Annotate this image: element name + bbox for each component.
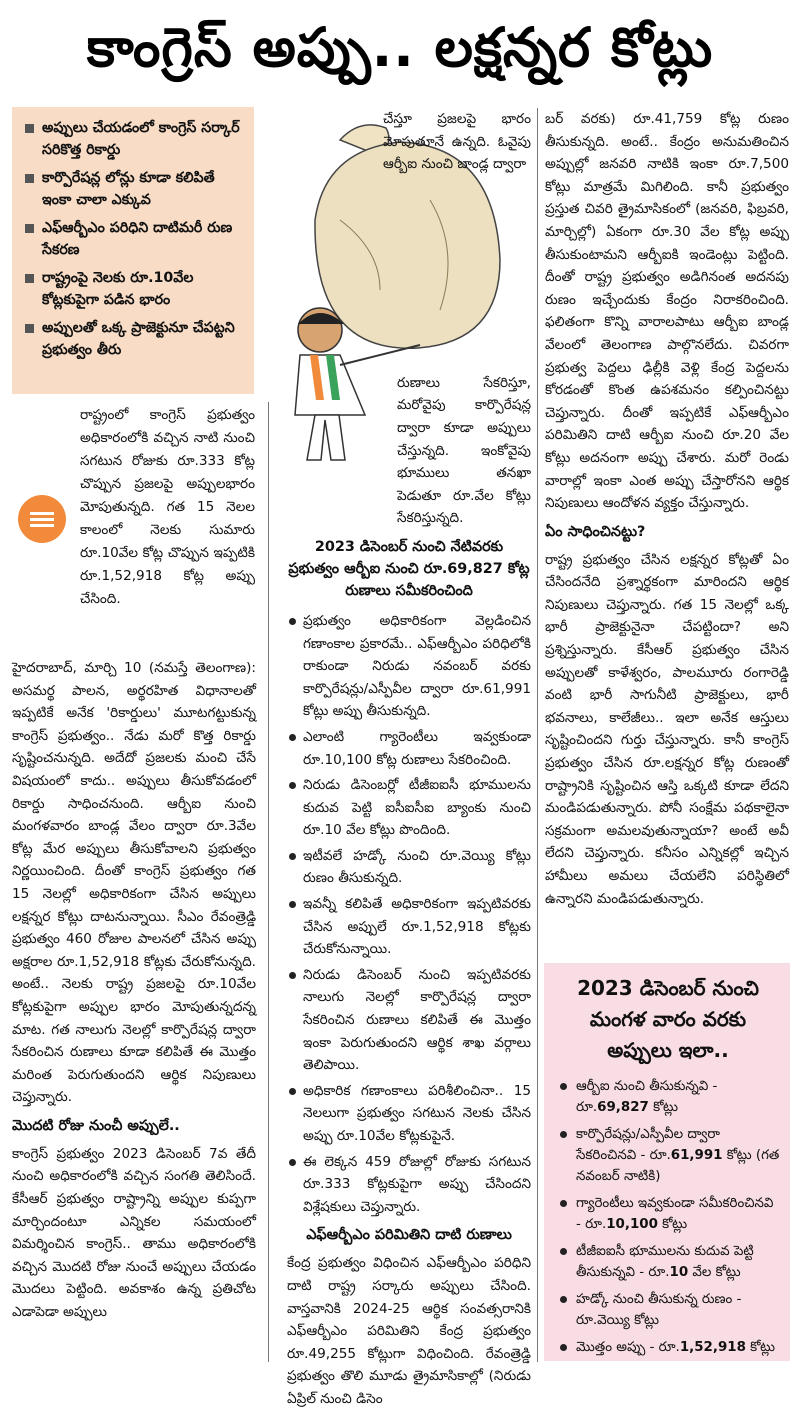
section-heading: 2023 డిసెంబర్ నుంచి నేటివరకు ప్రభుత్వం ఆర్బీఐ నుంచి రూ.69,827 కోట్ల రుణాలు సమీకరించింది bbox=[288, 538, 530, 599]
item-text: కార్పొరేషన్లు/ఎస్పీవీల ద్వారా సేకరించినవి - రూ. bbox=[576, 1127, 720, 1163]
highlight-item: రాష్ట్రంపై నెలకు రూ.10వేల కోట్లకుపైగా పడిన భారం bbox=[24, 267, 246, 311]
list-item bbox=[556, 1076, 780, 1118]
list-item bbox=[556, 1241, 780, 1283]
column-2 bbox=[287, 108, 531, 1417]
item-unit: కోట్లు bbox=[745, 1340, 776, 1355]
list-item: ఈ లెక్కన 459 రోజుల్లో రోజుకు సగటున రూ.333 కోట్లకుపైగా అప్పు చేసిందని విశ్లేషకులు చెప్తున్నారు. bbox=[287, 1151, 531, 1219]
item-text: గ్యారెంటీలు ఇవ్వకుండా సమీకరించినవి - రూ. bbox=[576, 1196, 774, 1232]
column-3 bbox=[545, 108, 789, 916]
item-text: మొత్తం అప్పు - రూ. bbox=[576, 1340, 680, 1355]
list-item: ప్రభుత్వం అధికారికంగా వెల్లడించిన గణాంకాల ప్రకారమే.. ఎఫ్ఆర్బీఎం పరిధిలోకి రాకుండా నిరుడు నవంబర్ వరకు కార్పొరేషన్లు/ఎస్పీవీల ద్వారా రూ.61,991 కోట్లు అప్పు తీసుకున్నది. bbox=[287, 610, 531, 723]
item-unit: కోట్లు bbox=[657, 1217, 688, 1232]
list-item bbox=[556, 1193, 780, 1235]
body-paragraph: బర్ వరకు) రూ.41,759 కోట్ల రుణం తీసుకున్నది. అంటే.. కేంద్రం అనుమతించిన అప్పుల్లో జనవరి నాటికి ఇంకా రూ.7,500 కోట్లు మాత్రమే మిగిలింది. కానీ ప్రభుత్వం ప్రస్తుత చివరి త్రైమాసికంలో (జనవరి, ఫిబ్రవరి, మార్చిల్లో) ఏకంగా రూ.30 వేల కోట్ల అప్పు తీసుకుంటామని ఆర్బీఐకి ఇండెంట్లు పెట్టింది. దీంతో రాష్ట్ర ప్రభుత్వం అడిగినంత అదనపు రుణం ఇచ్చేందుకు కేంద్రం నిరాకరించింది. ఫలితంగా కొన్ని వారాలపాటు ఆర్బీఐ బాండ్ల వేలంలో తెలంగాణ పాల్గొనలేదు. చివరగా ప్రభుత్వ పెద్దలు ఢిల్లీకి వెళ్లి కేంద్ర పెద్దలను కోరడంతో కొంత ఉపశమనం కల్పించినట్టు చెప్తున్నారు. దీంతో ఇప్పటికే ఎఫ్ఆర్బీఎం పరిమితిని దాటి ఆర్బీఐ నుంచి రూ.20 వేల కోట్లు అదనంగా అప్పు చేశారు. మరో రెండు వారాల్లో ఇంకా ఎంత అప్పు చేస్తారోనని ఆర్థిక నిపుణులు ఆందోళన వ్యక్తం చేస్తున్నారు. bbox=[545, 111, 789, 512]
body-paragraph: హైదరాబాద్, మార్చి 10 (నమస్తే తెలంగాణ): అసమర్థ పాలన, అర్థరహిత విధానాలతో ఇప్పటికే అనేక 'రికార్డులు' మూటగట్టుకున్న కాంగ్రెస్ ప్రభుత్వం.. నేడు మరో కొత్త రికార్డు సృష్టించనున్నది. అదేదో ప్రజలకు మంచి చేసే విషయంలో కాదు.. అప్పులు తీసుకోవడంలో రికార్డు సాధించనుంది. ఆర్బీఐ నుంచి మంగళవారం బాండ్ల వేలం ద్వారా రూ.3వేల కోట్ల మేర అప్పులు తీసుకోవాలని ప్రభుత్వం నిర్ణయించింది. దీంతో కాంగ్రెస్ ప్రభుత్వం గత 15 నెలల్లో అధికారికంగా చేసిన అప్పులు లక్షన్నర కోట్లు దాటనున్నాయి. సీఎం రేవంత్రెడ్డి ప్రభుత్వం 460 రోజుల పాలనలో చేసిన అప్పు అక్షరాల రూ.1,52,918 కోట్లకు చేరుకోనున్నది. అంటే.. నెలకు రాష్ట్ర ప్రజలపై రూ.10వేల కోట్లకుపైగా అప్పుల భారం మోపుతున్నదన్న మాట. గత నాలుగు నెలల్లో కార్పొరేషన్ల ద్వారా సేకరించిన రుణాలు కూడా కలిపితే ఈ మొత్తం మరింత పెరుగుతుందని ఆర్థిక నిపుణులు చెప్తున్నారు. bbox=[12, 660, 256, 1106]
body-paragraph: రాష్ట్ర ప్రభుత్వం చేసిన లక్షన్నర కోట్లతో ఏం చేసిందనేది ప్రశ్నార్థకంగా మారిందని ఆర్థిక నిపుణులు చెప్తున్నారు. గత 15 నెలల్లో ఒక్క భారీ ప్రాజెక్టునైనా చేపట్టిందా? అని ప్రశ్నిస్తున్నారు. కేసీఆర్ ప్రభుత్వం చేసిన అప్పులతో కాళేశ్వరం, పాలమూరు రంగారెడ్డి వంటి భారీ సాగునీటి ప్రాజెక్టులు, భారీ భవనాలు, కాలేజీలు.. ఇలా అనేక ఆస్తులు సృష్టించిందని గుర్తు చేస్తున్నారు. కానీ కాంగ్రెస్ ప్రభుత్వం చేసిన రూ.లక్షన్నర కోట్ల రుణంతో రాష్ట్రానికి సృష్టించిన ఆస్తి ఒక్కటి కూడా లేదని మండిపడుతున్నారు. పోనీ సంక్షేమ పథకాలైనా సక్రమంగా అమలవుతున్నాయా? అంటే అవీ లేదని చెప్తున్నారు. కనీసం ఎన్నికల్లో ఇచ్చిన హామీలు అమలు చేయలేని పరిస్థితిలో ఉన్నారని మండిపడుతున్నారు. bbox=[545, 551, 789, 907]
highlight-item: కార్పొరేషన్ల లోన్లు కూడా కలిపితే ఇంకా చాలా ఎక్కువ bbox=[24, 167, 246, 211]
list-item: నిరుడు డిసెంబర్లో టీజీఐఐసీ భూములను కుదువ పెట్టి ఐసీఐసీఐ బ్యాంకు నుంచి రూ.10 వేల కోట్లు పొందింది. bbox=[287, 774, 531, 842]
list-item bbox=[556, 1337, 780, 1358]
body-paragraph: కేంద్ర ప్రభుత్వం విధించిన ఎఫ్ఆర్బీఎం పరిధిని దాటి రాష్ట్ర సర్కారు అప్పులు చేసింది. వాస్తవానికి 2024-25 ఆర్థిక సంవత్సరానికి ఎఫ్ఆర్బీఎం పరిమితిని కేంద్ర ప్రభుత్వం రూ.49,255 కోట్లుగా విధించింది. రేవంత్రెడ్డి ప్రభుత్వం తొలి మూడు త్రైమాసికాల్లో (నిరుడు ఏప్రిల్ నుంచి డిసెం bbox=[287, 1255, 531, 1407]
column-divider bbox=[268, 402, 269, 1362]
column-1 bbox=[12, 657, 256, 1330]
section-heading: ఏం సాధించినట్టు? bbox=[545, 523, 646, 540]
highlights-box bbox=[12, 107, 254, 394]
list-item: ఎలాంటి గ్యారెంటీలు ఇవ్వకుండా రూ.10,100 కోట్ల రుణాలు సేకరించింది. bbox=[287, 726, 531, 771]
debt-summary-box bbox=[544, 963, 790, 1361]
list-item: ఇటీవలే హడ్కో నుంచి రూ.వెయ్యి కోట్లు రుణం తీసుకున్నది. bbox=[287, 845, 531, 890]
section-heading: మొదటి రోజు నుంచీ అప్పులే.. bbox=[12, 1117, 180, 1134]
list-item: అధికారిక గణాంకాలు పరిశీలించినా.. 15 నెలలుగా ప్రభుత్వం సగటున నెలకు చేసిన అప్పు రూ.10వేల కోట్లకుపైనే. bbox=[287, 1080, 531, 1148]
list-item: నిరుడు డిసెంబర్ నుంచి ఇప్పటివరకు నాలుగు నెలల్లో కార్పొరేషన్ల ద్వారా సేకరించిన రుణాలు కలిపితే ఈ మొత్తం ఇంకా పెరుగుతుందని ఆర్థిక శాఖ వర్గాలు తెలిపాయి. bbox=[287, 964, 531, 1077]
highlight-item: అప్పులతో ఒక్క ప్రాజెక్టునూ చేపట్టని ప్రభుత్వం తీరు bbox=[24, 317, 246, 361]
body-paragraph: చేస్తూ ప్రజలపై భారం మోపుతూనే ఉన్నది. ఓవైపు ఆర్బీఐ నుంచి బాండ్ల ద్వారా bbox=[383, 111, 531, 173]
box-title: 2023 డిసెంబర్ నుంచి మంగళ వారం వరకు అప్పులు ఇలా.. bbox=[577, 976, 759, 1062]
column-divider bbox=[537, 108, 538, 1362]
item-text: హడ్కో నుంచి తీసుకున్న రుణం - రూ.వెయ్యి కోట్లు bbox=[576, 1292, 742, 1328]
lead-paragraph: రాష్ట్రంలో కాంగ్రెస్ ప్రభుత్వం అధికారంలోకి వచ్చిన నాటి నుంచి సగటున రోజుకు రూ.333 కోట్ల చొప్పున ప్రజలపై అప్పులభారం మోపుతున్నది. గత 15 నెలల కాలంలో నెలకు సుమారు రూ.10వేల కోట్ల చొప్పున ఇప్పటికి రూ.1,52,918 కోట్ల అప్పు చేసింది. bbox=[80, 407, 255, 607]
item-amount: 1,52,918 bbox=[679, 1340, 746, 1355]
item-amount: 10 bbox=[669, 1265, 689, 1280]
item-text: ఆర్బీఐ నుంచి తీసుకున్నవి - రూ. bbox=[576, 1079, 718, 1115]
list-item: ఇవన్నీ కలిపితే అధికారికంగా ఇప్పటివరకు చేసిన అప్పులే రూ.1,52,918 కోట్లకు చేరుకోనున్నాయి. bbox=[287, 893, 531, 961]
item-amount: 10,100 bbox=[606, 1217, 658, 1232]
body-paragraph: రుణాలు సేకరిస్తూ, మరోవైపు కార్పొరేషన్ల ద్వారా కూడా అప్పులు చేస్తున్నది. ఇంకోవైపు భూములు తనఖా పెడుతూ రూ.వేల కోట్లు సేకరిస్తున్నది. bbox=[397, 374, 531, 527]
item-text: టీజీఐఐసీ భూములను కుదువ పెట్టి తీసుకున్నవి - రూ. bbox=[576, 1244, 754, 1280]
item-amount: 69,827 bbox=[597, 1100, 649, 1115]
highlight-item: ఎఫ్ఆర్బీఎం పరిధిని దాటిమరీ రుణ సేకరణ bbox=[24, 217, 246, 261]
section-heading: ఎఫ్ఆర్బీఎం పరిమితిని దాటి రుణాలు bbox=[306, 1227, 512, 1244]
bullet-list bbox=[287, 610, 531, 1218]
item-amount: 61,991 bbox=[670, 1148, 723, 1163]
item-unit: కోట్లు bbox=[648, 1100, 678, 1115]
item-unit: కోట్లు (గత నవంబర్ నాటికి) bbox=[576, 1148, 780, 1184]
list-item bbox=[556, 1124, 780, 1187]
headline: కాంగ్రెస్ అప్పు.. లక్షన్నర కోట్లు bbox=[86, 16, 714, 79]
highlight-item: అప్పులు చేయడంలో కాంగ్రెస్ సర్కార్ సరికొత్త రికార్డు bbox=[24, 117, 246, 161]
quote-icon bbox=[18, 495, 66, 543]
body-paragraph: కాంగ్రెస్ ప్రభుత్వం 2023 డిసెంబర్ 7వ తేదీ నుంచి అధికారంలోకి వచ్చిన సంగతి తెలిసిందే. కేసీఆర్ ప్రభుత్వం రాష్ట్రాన్ని అప్పుల కుప్పగా మార్చిందంటూ ఎన్నికల సమయంలో విమర్శించిన కాంగ్రెస్.. తాము అధికారంలోకి వచ్చిన మొదటి రోజు నుంచే అప్పులు చేయడం మొదలు పెట్టింది. అవకాశం ఉన్న ప్రతిచోట ఎడాపెడా అప్పులు bbox=[12, 1145, 256, 1321]
list-item bbox=[556, 1289, 780, 1331]
item-unit: వేల కోట్లు bbox=[688, 1265, 741, 1280]
